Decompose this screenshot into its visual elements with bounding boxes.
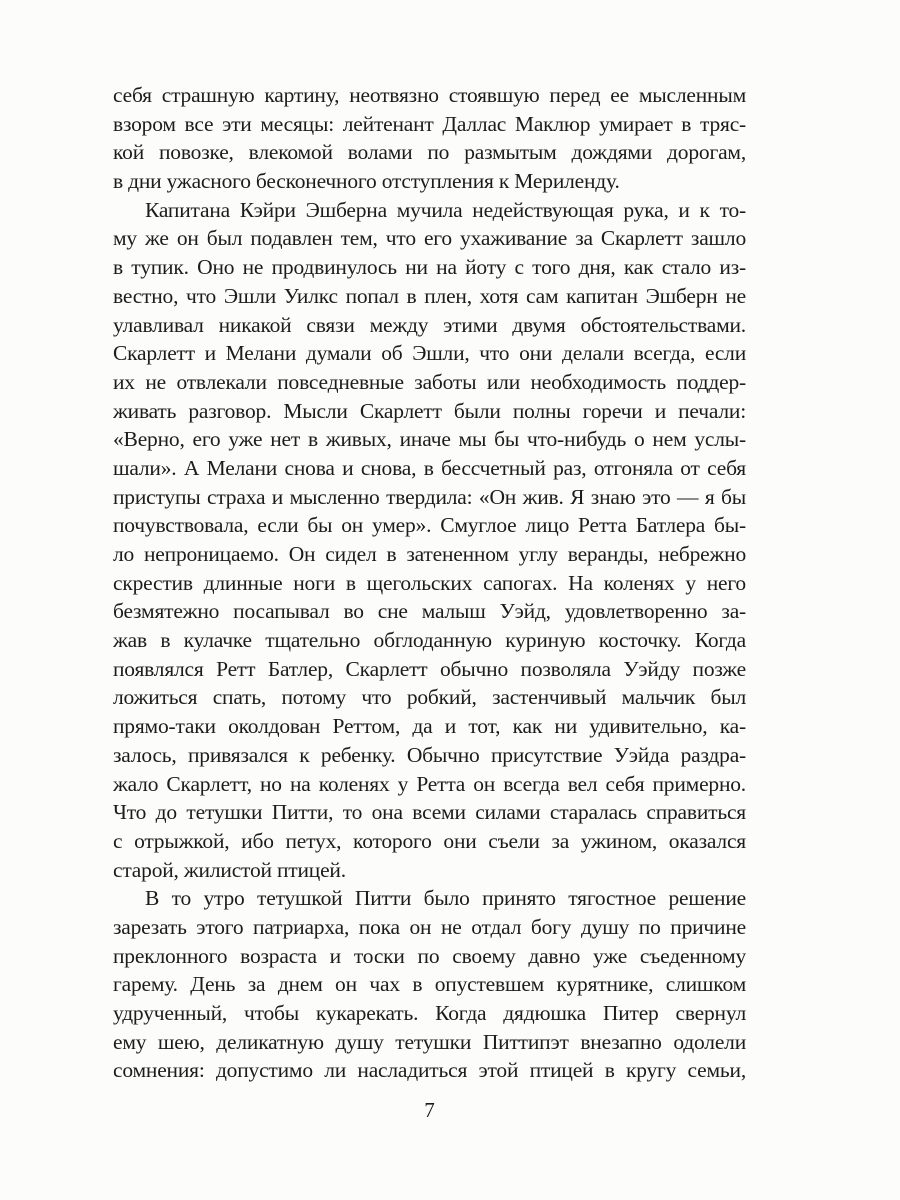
text-line: улавливал никакой связи между этими двумя обстоятельствами. xyxy=(113,312,746,337)
text-line: взором все эти месяцы: лейтенант Даллас Маклюр умирает в тряс- xyxy=(113,111,746,136)
text-line: живать разговор. Мысли Скарлетт были полны горечи и печали: xyxy=(113,398,746,423)
text-line: жало Скарлетт, но на коленях у Ретта он всегда вел себя примерно. xyxy=(113,771,746,796)
text-line: в тупик. Оно не продвинулось ни на йоту с того дня, как стало из- xyxy=(113,255,746,280)
text-line: ло непроницаемо. Он сидел в затененном углу веранды, небрежно xyxy=(113,542,746,566)
text-line: старой, жилистой птицей. xyxy=(113,857,346,882)
text-line: прямо-таки околдован Реттом, да и тот, как ни удивительно, ка- xyxy=(113,714,746,739)
text-line: В то утро тетушкой Питти было принято тягостное решение xyxy=(145,886,746,911)
text-line: почувствовала, если бы он умер». Смуглое лицо Ретта Батлера бы- xyxy=(113,513,746,538)
text-line: Скарлетт и Мелани думали об Эшли, что они делали всегда, если xyxy=(113,341,746,366)
text-line: преклонного возраста и тоски по своему давно уже съеденному xyxy=(113,943,746,968)
text-block xyxy=(113,81,746,1085)
text-line: удрученный, чтобы кукарекать. Когда дядюшка Питер свернул xyxy=(113,1001,746,1025)
text-line: жав в кулачке тщательно обглоданную куриную косточку. Когда xyxy=(113,628,746,653)
text-line: появлялся Ретт Батлер, Скарлетт обычно позволяла Уэйду позже xyxy=(113,656,746,681)
text-line: себя страшную картину, неотвязно стоявшую перед ее мысленным xyxy=(113,83,746,107)
text-line: их не отвлекали повседневные заботы или необходимость поддер- xyxy=(113,369,746,394)
text-line: му же он был подавлен тем, что его ухаживание за Скарлетт зашло xyxy=(113,226,746,251)
text-line: скрестив длинные ноги в щегольских сапогах. На коленях у него xyxy=(113,570,746,595)
text-line: приступы страха и мысленно твердила: «Он жив. Я знаю это — я бы xyxy=(113,484,746,509)
text-line: ему шею, деликатную душу тетушки Питтипэт внезапно одолели xyxy=(113,1029,746,1054)
text-line: в дни ужасного бесконечного отступления к Мериленду. xyxy=(113,169,620,194)
text-line: вестно, что Эшли Уилкс попал в плен, хотя сам капитан Эшберн не xyxy=(113,283,746,308)
text-line: шали». А Мелани снова и снова, в бессчетный раз, отгоняла от себя xyxy=(113,455,746,480)
page-number: 7 xyxy=(424,1098,435,1122)
text-line: залось, привязался к ребенку. Обычно присутствие Уэйда раздра- xyxy=(113,742,746,767)
text-line: Капитана Кэйри Эшберна мучила недействующая рука, и к то- xyxy=(145,197,746,222)
text-line: Что до тетушки Питти, то она всеми силами старалась справиться xyxy=(113,800,746,825)
text-line: ложиться спать, потому что робкий, застенчивый мальчик был xyxy=(113,685,746,710)
text-line: с отрыжкой, ибо петух, которого они съели за ужином, оказался xyxy=(113,828,746,853)
text-line: сомнения: допустимо ли насладиться этой птицей в кругу семьи, xyxy=(113,1058,746,1083)
text-line: кой повозке, влекомой волами по размытым дождями дорогам, xyxy=(113,140,746,165)
text-line: безмятежно посапывал во сне малыш Уэйд, удовлетворенно за- xyxy=(113,599,746,624)
text-line: зарезать этого патриарха, пока он не отдал богу душу по причине xyxy=(113,914,746,939)
text-line: «Верно, его уже нет в живых, иначе мы бы что-нибудь о нем услы- xyxy=(113,427,746,452)
text-line: гарему. День за днем он чах в опустевшем курятнике, слишком xyxy=(113,972,746,997)
